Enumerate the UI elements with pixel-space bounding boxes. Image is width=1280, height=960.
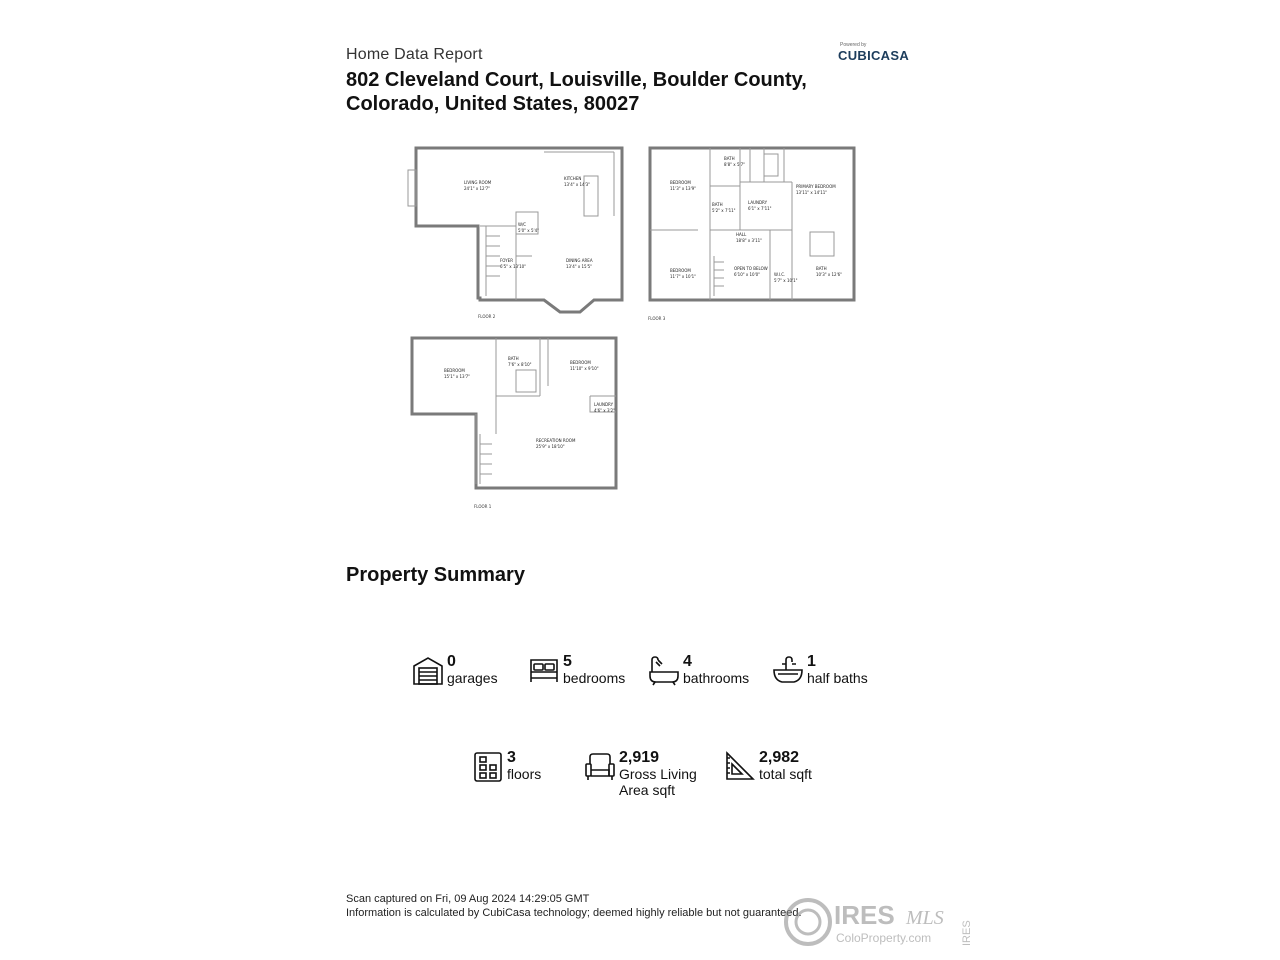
property-address	[346, 68, 906, 116]
room-bath-primary-size: 10'3" x 12'6"	[816, 272, 843, 277]
address-line-2: Colorado, United States, 80027	[346, 93, 640, 115]
room-laundry: LAUNDRY	[748, 200, 768, 205]
scan-captured-line: Scan captured on Fri, 09 Aug 2024 14:29:05 GMT	[346, 893, 590, 905]
room-bath-floor1: BATH	[508, 356, 519, 361]
bathrooms-label: bathrooms	[683, 670, 750, 686]
watermark-site: ColoProperty.com	[836, 931, 932, 945]
room-foyer-size: 6'5" x 13'10"	[500, 264, 527, 269]
room-wc: W/C	[518, 222, 527, 227]
floorplan-floor-3	[644, 146, 860, 324]
room-bedroom-west-size: 15'1" x 13'7"	[444, 374, 471, 379]
room-bath-top: BATH	[724, 156, 735, 161]
room-living-room: LIVING ROOM	[464, 180, 492, 185]
room-open-to-below: OPEN TO BELOW	[734, 266, 768, 271]
floors-label: floors	[507, 766, 542, 782]
gross-living-area-label: Gross Living Area sqft	[619, 766, 697, 798]
stat-bedrooms	[528, 654, 625, 686]
room-dining-area-size: 13'4" x 15'5"	[566, 264, 593, 269]
room-bedroom-sw-size: 11'7" x 10'1"	[670, 274, 697, 279]
half-baths-label: half baths	[807, 670, 868, 686]
ires-watermark	[782, 896, 982, 952]
room-bedroom-nw-size: 11'3" x 13'9"	[670, 186, 697, 191]
room-bath-mid-size: 5'2" x 7'11"	[712, 208, 736, 213]
room-foyer: FOYER	[500, 258, 513, 263]
room-living-room-size: 24'1" x 12'7"	[464, 186, 491, 191]
property-summary-title: Property Summary	[346, 564, 525, 586]
room-bath-top-size: 8'8" x 5'7"	[724, 162, 745, 167]
armchair-icon	[584, 750, 616, 782]
total-sqft-value: 2,982	[759, 749, 800, 766]
bed-icon	[528, 654, 560, 686]
room-bedroom-nw: BEDROOM	[670, 180, 691, 185]
set-square-icon	[724, 750, 756, 782]
bedrooms-label: bedrooms	[563, 670, 626, 686]
room-hall-size: 18'8" x 3'11"	[736, 238, 763, 243]
floorplan-floor-2	[404, 146, 632, 324]
stat-bathrooms	[648, 654, 749, 686]
footer-notes	[346, 892, 802, 920]
room-dining-area: DINING AREA	[566, 258, 593, 263]
floor-2-label: FLOOR 2	[478, 314, 496, 319]
cubicasa-logo	[838, 42, 920, 63]
floors-icon	[472, 750, 504, 782]
bathtub-icon	[648, 654, 680, 686]
room-bath-floor1-size: 7'6" x 8'10"	[508, 362, 532, 367]
watermark-sub: MLS	[906, 907, 944, 929]
bedrooms-value: 5	[563, 653, 572, 670]
garages-label: garages	[447, 670, 498, 686]
room-wic: W.I.C.	[774, 272, 786, 277]
room-bath-mid: BATH	[712, 202, 723, 207]
room-bath-primary: BATH	[816, 266, 827, 271]
room-bedroom-east: BEDROOM	[570, 360, 591, 365]
information-line: Information is calculated by CubiCasa technology; deemed highly reliable but not guaranteed.	[346, 907, 802, 919]
stat-half-baths	[772, 654, 868, 686]
room-bedroom-west: BEDROOM	[444, 368, 465, 373]
floors-value: 3	[507, 749, 516, 766]
room-hall: HALL	[736, 232, 747, 237]
room-kitchen: KITCHEN	[564, 176, 582, 181]
floor-1-label: FLOOR 1	[474, 504, 492, 509]
bathrooms-value: 4	[683, 653, 692, 670]
watermark-brand: IRES	[834, 900, 895, 930]
room-laundry-size: 6'1" x 7'11"	[748, 206, 772, 211]
room-primary-bedroom: PRIMARY BEDROOM	[796, 184, 836, 189]
garages-value: 0	[447, 653, 456, 670]
stat-gross-living-area	[584, 750, 697, 798]
room-wc-size: 5'0" x 5'4"	[518, 228, 539, 233]
stat-floors	[472, 750, 541, 782]
floor-3-label: FLOOR 3	[648, 316, 666, 321]
gross-living-area-value: 2,919	[619, 749, 660, 766]
room-recreation-room-size: 25'9" x 18'10"	[536, 444, 565, 449]
floorplan-floor-1	[404, 334, 624, 514]
garage-icon	[412, 654, 444, 686]
stat-total-sqft	[724, 750, 812, 782]
room-wic-size: 5'7" x 10'1"	[774, 278, 798, 283]
brand-tagline: Powered by	[840, 42, 867, 48]
stat-garages	[412, 654, 498, 686]
room-bedroom-sw: BEDROOM	[670, 268, 691, 273]
half-baths-value: 1	[807, 653, 816, 670]
address-line-1: 802 Cleveland Court, Louisville, Boulder County,	[346, 69, 807, 91]
total-sqft-label: total sqft	[759, 766, 812, 782]
room-kitchen-size: 13'4" x 14'3"	[564, 182, 591, 187]
room-open-to-below-size: 6'10" x 10'0"	[734, 272, 761, 277]
room-laundry-floor1-size: 4'6" x 3'2"	[594, 408, 615, 413]
room-recreation-room: RECREATION ROOM	[536, 438, 576, 443]
room-laundry-floor1: LAUNDRY	[594, 402, 614, 407]
report-label: Home Data Report	[346, 46, 483, 63]
brand-name: CUBICASA	[838, 48, 910, 63]
sink-icon	[772, 654, 804, 686]
watermark-vertical: IRES	[961, 920, 973, 946]
room-bedroom-east-size: 11'10" x 9'10"	[570, 366, 599, 371]
room-primary-bedroom-size: 13'11" x 14'11"	[796, 190, 828, 195]
